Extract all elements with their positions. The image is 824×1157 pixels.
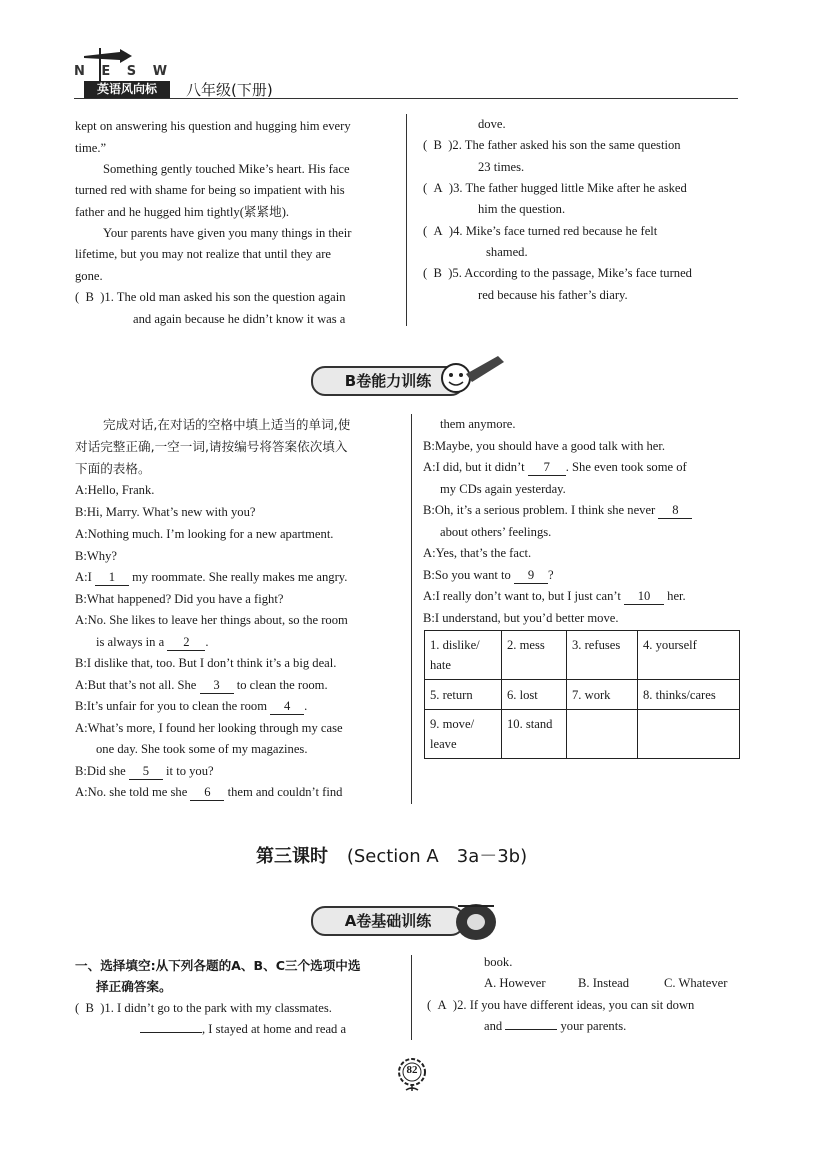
answer-blank: 2: [167, 635, 205, 651]
dialog-text: to clean the room.: [236, 678, 328, 692]
dialog-line: [75, 761, 214, 782]
grade-label: 八年级(下册): [186, 81, 273, 99]
header-rule: [74, 98, 738, 99]
dialog-text: . She even took some of: [565, 460, 687, 474]
question-2: ( A )2. If you have different ideas, you can sit down: [427, 998, 695, 1012]
question-1-cont: [140, 1019, 346, 1040]
answer-blank: 1: [95, 570, 129, 586]
dialog-line: [423, 457, 687, 478]
tire-cartoon-icon: [448, 896, 504, 949]
dialog-line: A:Hello, Frank.: [75, 483, 155, 497]
instructions-line: 下面的表格。: [75, 461, 151, 476]
passage-line: time.”: [75, 141, 107, 155]
question-text: )3. The father hugged little Mike after he asked: [448, 181, 687, 195]
answer-blank: 10: [624, 589, 664, 605]
question-text: and: [484, 1019, 503, 1033]
dialog-text: .: [205, 635, 209, 649]
table-cell: 10. stand: [502, 710, 567, 759]
dialog-line: [423, 586, 686, 607]
question-3-cont: him the question.: [478, 202, 566, 216]
answer-blank: 7: [528, 460, 566, 476]
section-title: [256, 842, 527, 868]
column-divider: [406, 114, 407, 326]
question-2: ( B )2. The father asked his son the same question: [423, 138, 681, 152]
column-divider: [411, 414, 412, 804]
answer-letter: A: [433, 181, 443, 195]
section-banner-a: [311, 906, 465, 936]
dialog-line: one day. She took some of my magazines.: [96, 742, 308, 756]
passage-line: turned red with shame for being so impatient with his: [75, 183, 345, 197]
dialog-text: it to you?: [166, 764, 214, 778]
question-text: )2. If you have different ideas, you can sit down: [452, 998, 695, 1012]
question-4: ( A )4. Mike’s face turned red because he felt: [423, 224, 658, 238]
answer-letter: A: [437, 998, 447, 1012]
table-cell: 6. lost: [502, 680, 567, 710]
banner-label: A卷基础训练: [344, 912, 432, 930]
dialog-line: [423, 500, 692, 521]
table-cell: 5. return: [425, 680, 502, 710]
logo-letters: N E S W: [74, 64, 174, 79]
answer-blank: 4: [270, 699, 304, 715]
dialog-text: A:I: [75, 570, 92, 584]
question-2-cont: [484, 1016, 626, 1037]
dialog-line: [423, 565, 554, 586]
passage-line: Something gently touched Mike’s heart. His face: [103, 162, 350, 176]
table-cell: 4. yourself: [638, 631, 740, 680]
question-text: , I stayed at home and read a: [202, 1022, 347, 1036]
question-5-cont: red because his father’s diary.: [478, 288, 628, 302]
instructions-line: 对话完整正确,一空一词,请按编号将答案依次填入: [75, 439, 348, 454]
dialog-text: is always in a: [96, 635, 165, 649]
option-b: B. Instead: [578, 976, 630, 990]
dialog-line: [75, 696, 307, 717]
table-cell: 3. refuses: [567, 631, 638, 680]
question-2-cont: 23 times.: [478, 160, 525, 174]
dialog-text: B:Did she: [75, 764, 126, 778]
dialog-line: A:What’s more, I found her looking through my case: [75, 721, 343, 735]
table-cell: 9. move/ leave: [425, 710, 502, 759]
passage-line: lifetime, but you may not realize that until they are: [75, 247, 331, 261]
table-cell: 8. thinks/cares: [638, 680, 740, 710]
passage-line: father and he hugged him tightly(紧紧地).: [75, 205, 290, 219]
column-divider: [411, 955, 412, 1040]
exercise-heading: 一、选择填空:从下列各题的A、B、C三个选项中选: [75, 958, 361, 973]
dialog-line: them anymore.: [440, 417, 516, 431]
dialog-line: about others’ feelings.: [440, 525, 552, 539]
answer-table: [424, 630, 740, 759]
dialog-text: .: [304, 699, 308, 713]
question-3: ( A )3. The father hugged little Mike after he asked: [423, 181, 687, 195]
answer-letter: B: [85, 290, 94, 304]
exercise-heading: 择正确答案。: [96, 979, 172, 994]
dialog-line: B:Why?: [75, 549, 117, 563]
answer-letter: B: [433, 266, 442, 280]
dialog-line: [75, 675, 328, 696]
dialog-text: her.: [667, 589, 686, 603]
option-a: A. However: [484, 976, 546, 990]
question-text: your parents.: [560, 1019, 627, 1033]
logo-label: 英语风向标: [84, 81, 170, 98]
answer-letter: B: [433, 138, 442, 152]
banner-label: B卷能力训练: [344, 372, 432, 390]
passage-line: Your parents have given you many things in their: [103, 226, 352, 240]
dialog-line: B:What happened? Did you have a fight?: [75, 592, 284, 606]
dialog-line: A:Yes, that’s the fact.: [423, 546, 532, 560]
dialog-line: B:Maybe, you should have a good talk with her.: [423, 439, 666, 453]
question-text: )4. Mike’s face turned red because he felt: [448, 224, 658, 238]
dialog-line: [75, 782, 342, 803]
passage-line: gone.: [75, 269, 103, 283]
question-1: ( B )1. The old man asked his son the question again: [75, 290, 346, 304]
answer-blank: 6: [190, 785, 224, 801]
option-c: C. Whatever: [664, 976, 728, 990]
dialog-line: B:Hi, Marry. What’s new with you?: [75, 505, 256, 519]
table-cell: [638, 710, 740, 759]
question-text: )1. I didn’t go to the park with my classmates.: [100, 1001, 332, 1015]
dialog-line: my CDs again yesterday.: [440, 482, 566, 496]
question-1-cont: and again because he didn’t know it was a: [133, 312, 346, 326]
dialog-text: A:I really don’t want to, but I just can’t: [423, 589, 621, 603]
dialog-text: B:It’s unfair for you to clean the room: [75, 699, 268, 713]
question-text: )2. The father asked his son the same question: [448, 138, 681, 152]
question-1: ( B )1. I didn’t go to the park with my classmates.: [75, 1001, 332, 1015]
dialog-line: A:Nothing much. I’m looking for a new apartment.: [75, 527, 334, 541]
dialog-line: B:I understand, but you’d better move.: [423, 611, 619, 625]
table-cell: 7. work: [567, 680, 638, 710]
dialog-text: A:No. she told me she: [75, 785, 188, 799]
question-5: ( B )5. According to the passage, Mike’s face turned: [423, 266, 692, 280]
question-1-end: book.: [484, 955, 513, 969]
page-number: 82: [406, 1064, 418, 1076]
question-text: )5. According to the passage, Mike’s face turned: [448, 266, 692, 280]
table-cell: [567, 710, 638, 759]
answer-blank: [140, 1032, 202, 1033]
dialog-text: my roommate. She really makes me angry.: [132, 570, 348, 584]
dialog-line: [75, 567, 347, 588]
dialog-line: A:No. She likes to leave her things about, so the room: [75, 613, 348, 627]
question-text: )1. The old man asked his son the question again: [100, 290, 346, 304]
section-title-sub: (Section A 3a－3b): [346, 846, 528, 867]
dialog-text: A:I did, but it didn’t: [423, 460, 525, 474]
answer-blank: 5: [129, 764, 163, 780]
dialog-text: B:Oh, it’s a serious problem. I think she never: [423, 503, 656, 517]
instructions-line: 完成对话,在对话的空格中填上适当的单词,使: [103, 417, 351, 432]
table-cell: 2. mess: [502, 631, 567, 680]
answer-letter: A: [433, 224, 443, 238]
dialog-text: ?: [547, 568, 554, 582]
dialog-text: them and couldn’t find: [227, 785, 343, 799]
table-cell: 1. dislike/ hate: [425, 631, 502, 680]
dialog-line: [96, 632, 209, 653]
question-1-end: dove.: [478, 117, 506, 131]
section-title-zh: 第三课时: [256, 846, 328, 867]
answer-letter: B: [85, 1001, 94, 1015]
answer-blank: [505, 1029, 557, 1030]
answer-blank: 8: [658, 503, 692, 519]
pencil-cartoon-icon: [436, 352, 506, 405]
answer-blank: 9: [514, 568, 548, 584]
dialog-line: B:I dislike that, too. But I don’t think it’s a big deal.: [75, 656, 337, 670]
dialog-text: B:So you want to: [423, 568, 511, 582]
answer-blank: 3: [200, 678, 234, 694]
passage-line: kept on answering his question and hugging him every: [75, 119, 351, 133]
dialog-text: A:But that’s not all. She: [75, 678, 197, 692]
question-4-cont: shamed.: [486, 245, 528, 259]
